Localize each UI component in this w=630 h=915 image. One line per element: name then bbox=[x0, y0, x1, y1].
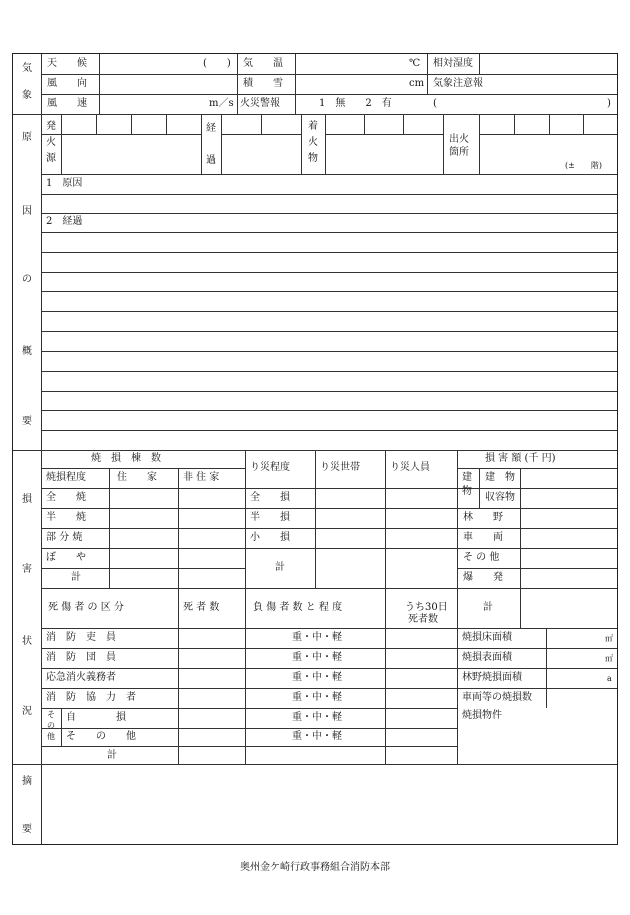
person-duty-extinguisher: 応急消火義務者 bbox=[46, 672, 116, 683]
section-title-damage-4: 況 bbox=[22, 706, 32, 717]
severity-6: 重・中・軽 bbox=[292, 731, 342, 742]
advisory-paren-left: ( bbox=[433, 98, 437, 109]
victim-total-loss: 全 損 bbox=[250, 492, 290, 503]
header-burned-buildings: 焼 損 棟 数 bbox=[91, 453, 161, 464]
severity-4: 重・中・軽 bbox=[292, 692, 342, 703]
label-wind-speed: 風 速 bbox=[47, 98, 87, 109]
casualty-total: 計 bbox=[107, 750, 117, 761]
vehicles-burned: 車両等の焼損数 bbox=[462, 692, 532, 703]
label-ignition-source-2: 火 bbox=[46, 137, 56, 148]
header-30day-deaths-1: うち30日 bbox=[405, 602, 448, 613]
damage-amount-total: 計 bbox=[483, 602, 493, 613]
section-title-cause-5: 要 bbox=[22, 416, 32, 427]
burned-property: 焼損物件 bbox=[462, 710, 502, 721]
level-partial-burn: 部 分 焼 bbox=[46, 532, 83, 543]
label-progress-1: 経 bbox=[206, 123, 216, 134]
damage-vehicle: 車 両 bbox=[463, 532, 503, 543]
level-small-fire: ぼ や bbox=[46, 552, 86, 563]
header-30day-deaths-2: 死者数 bbox=[408, 614, 438, 625]
section-title-weather-1: 気 bbox=[22, 63, 32, 74]
label-fire-origin-1: 出火 bbox=[449, 134, 469, 145]
fire-report-form bbox=[12, 53, 618, 845]
severity-3: 重・中・軽 bbox=[292, 672, 342, 683]
unit-sqm-2: ㎡ bbox=[605, 654, 613, 663]
advisory-paren-right: ) bbox=[607, 98, 611, 109]
section-title-damage-3: 状 bbox=[22, 636, 32, 647]
label-fire-warning: 火災警報 bbox=[240, 98, 280, 109]
area-floor-burned: 焼損床面積 bbox=[462, 632, 512, 643]
damage-other: そ の 他 bbox=[463, 552, 500, 563]
person-other: そ の 他 bbox=[66, 731, 136, 742]
label-other-side-1: そ bbox=[47, 710, 55, 719]
section-title-damage-2: 害 bbox=[22, 564, 32, 575]
label-building-2: 物 bbox=[462, 486, 472, 497]
label-humidity: 相対湿度 bbox=[433, 58, 473, 69]
severity-5: 重・中・軽 bbox=[292, 712, 342, 723]
label-ignited-material-2: 火 bbox=[308, 137, 318, 148]
damage-contents: 収容物 bbox=[485, 492, 515, 503]
label-other-side-2: の bbox=[47, 721, 55, 730]
section-title-cause-1: 原 bbox=[22, 132, 32, 143]
cause-item-1: 1 原因 bbox=[46, 178, 83, 189]
person-fire-volunteer: 消 防 団 員 bbox=[46, 652, 116, 663]
label-ignition-source-1: 発 bbox=[46, 121, 56, 132]
victim-total: 計 bbox=[275, 562, 285, 573]
area-forest-burned: 林野焼損面積 bbox=[462, 672, 522, 683]
person-fire-officer: 消 防 吏 員 bbox=[46, 632, 116, 643]
label-weather-advisory: 気象注意報 bbox=[433, 78, 483, 89]
unit-ms: m／s bbox=[209, 98, 234, 109]
label-progress-2: 過 bbox=[206, 155, 216, 166]
level-total-burn: 全 焼 bbox=[46, 492, 86, 503]
weather-paren: ( ) bbox=[203, 58, 231, 69]
header-damage-amount: 損 害 額 (千 円) bbox=[485, 453, 556, 464]
label-other-side-3: 他 bbox=[47, 732, 55, 741]
victim-half-loss: 半 損 bbox=[250, 512, 290, 523]
unit-are: a bbox=[607, 674, 612, 683]
person-fire-cooperator: 消 防 協 力 者 bbox=[46, 692, 136, 703]
unit-cm: cm bbox=[409, 78, 425, 89]
header-residence: 住 家 bbox=[117, 472, 157, 483]
label-temperature: 気 温 bbox=[243, 58, 283, 69]
header-victim-persons: り災人員 bbox=[390, 462, 430, 473]
damage-forest: 林 野 bbox=[463, 512, 503, 523]
header-injuries: 負 傷 者 数 と 程 度 bbox=[253, 602, 343, 613]
header-deaths: 死 者 数 bbox=[183, 602, 220, 613]
person-self-injury: 自 損 bbox=[66, 712, 126, 723]
section-title-damage-1: 損 bbox=[22, 494, 32, 505]
unit-sqm-1: ㎡ bbox=[605, 634, 613, 643]
victim-small-loss: 小 損 bbox=[250, 532, 290, 543]
header-victim-households: り災世帯 bbox=[320, 462, 360, 473]
label-ignition-source-3: 源 bbox=[46, 153, 56, 164]
severity-2: 重・中・軽 bbox=[292, 652, 342, 663]
label-ignited-material-1: 着 bbox=[308, 121, 318, 132]
header-non-residence: 非 住 家 bbox=[183, 472, 220, 483]
unit-celsius: ℃ bbox=[409, 58, 421, 69]
buildings-total: 計 bbox=[71, 572, 81, 583]
header-burn-degree: 焼損程度 bbox=[46, 472, 86, 483]
label-weather: 天 候 bbox=[47, 58, 87, 69]
cause-item-2: 2 経過 bbox=[46, 216, 83, 227]
header-casualty-category: 死 傷 者 の 区 分 bbox=[48, 602, 124, 613]
area-surface-burned: 焼損表面積 bbox=[462, 652, 512, 663]
section-title-cause-2: 因 bbox=[22, 206, 32, 217]
floor-note: (± 階) bbox=[565, 161, 602, 170]
level-half-burn: 半 焼 bbox=[46, 512, 86, 523]
section-title-weather-2: 象 bbox=[22, 90, 32, 101]
section-title-remarks-1: 摘 bbox=[22, 776, 32, 787]
label-building-1: 建 bbox=[462, 472, 472, 483]
damage-building: 建 物 bbox=[485, 472, 515, 483]
label-ignited-material-3: 物 bbox=[308, 153, 318, 164]
severity-1: 重・中・軽 bbox=[292, 632, 342, 643]
header-victim-degree: り災程度 bbox=[250, 462, 290, 473]
fire-warning-options: 1 無 2 有 bbox=[319, 98, 392, 109]
section-title-cause-4: 概 bbox=[22, 346, 32, 357]
label-fire-origin-2: 箇所 bbox=[449, 147, 469, 158]
damage-explosion: 爆 発 bbox=[463, 572, 503, 583]
section-title-cause-3: の bbox=[22, 274, 32, 285]
label-wind-direction: 風 向 bbox=[47, 78, 87, 89]
issuer-footer: 奥州金ケ崎行政事務組合消防本部 bbox=[240, 862, 390, 873]
label-snow: 積 雪 bbox=[243, 78, 283, 89]
section-title-remarks-2: 要 bbox=[22, 824, 32, 835]
